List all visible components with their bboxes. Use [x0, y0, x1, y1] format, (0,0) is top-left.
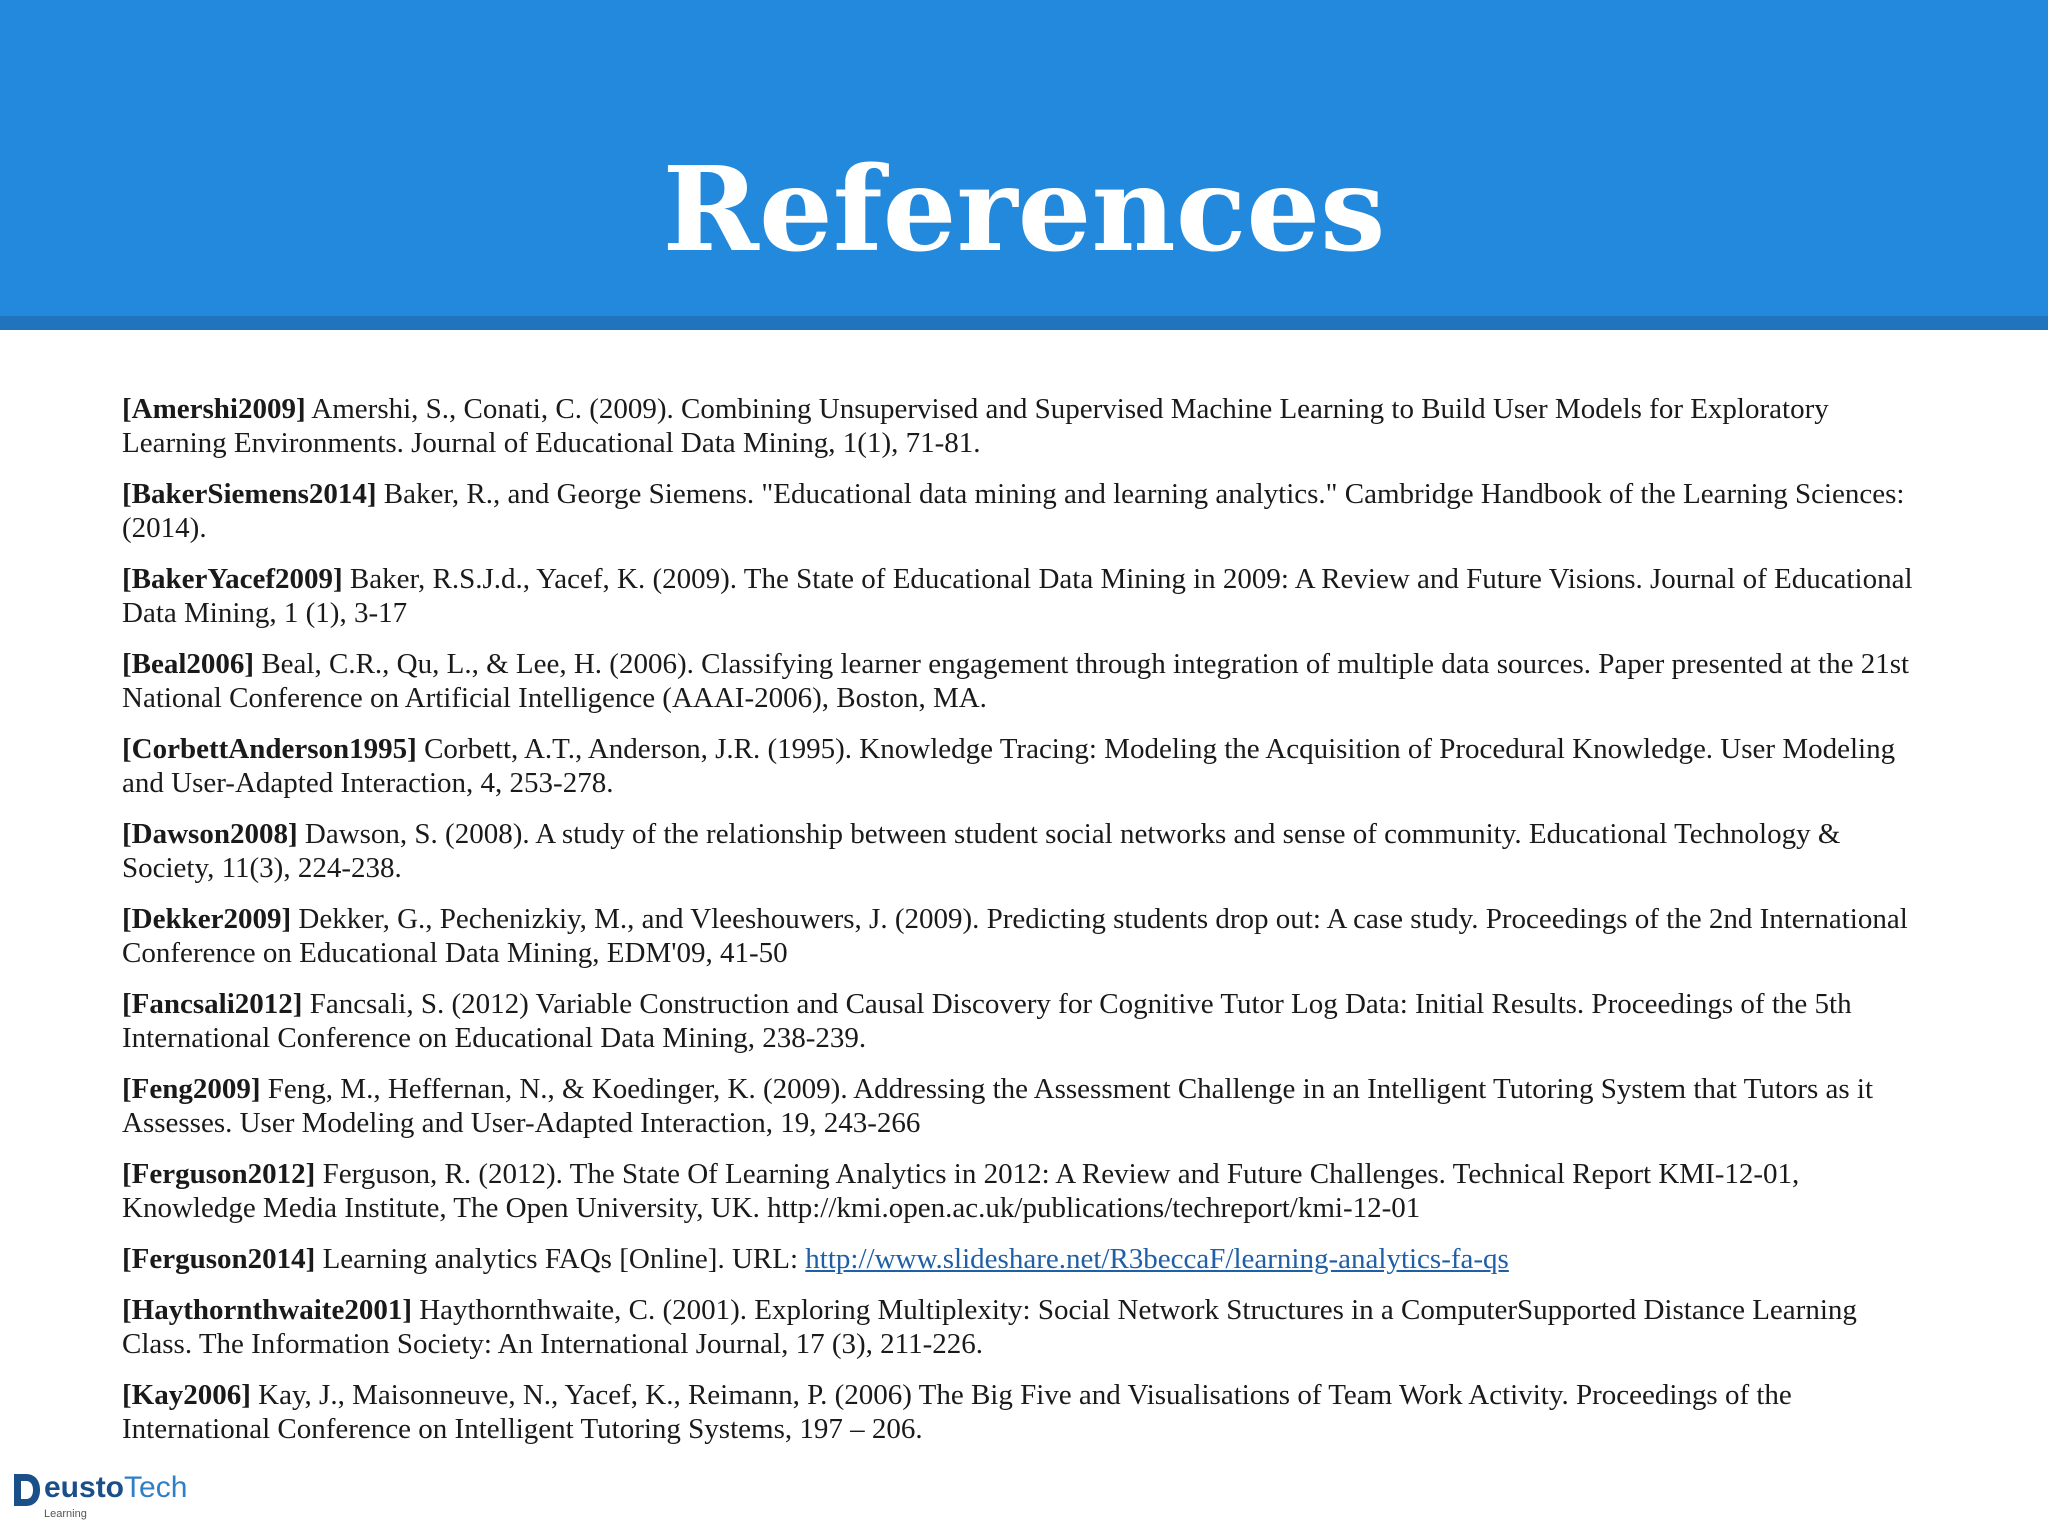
reference-key: [Feng2009]: [122, 1073, 261, 1105]
reference-key: [Fancsali2012]: [122, 988, 303, 1020]
reference-key: [Dawson2008]: [122, 818, 298, 850]
reference-item: [122, 902, 1922, 970]
logo-wordmark: [44, 1468, 187, 1508]
reference-key: [CorbettAnderson1995]: [122, 733, 417, 765]
reference-text: Baker, R., and George Siemens. "Educational data mining and learning analytics." Cambridge Handbook of the Learning Sciences: (2014).: [122, 478, 1905, 544]
reference-key: [BakerYacef2009]: [122, 563, 343, 595]
reference-text: Dawson, S. (2008). A study of the relationship between student social networks and sense of community. Educational Technology & Society, 11(3), 224-238.: [122, 818, 1841, 884]
reference-item: [122, 477, 1922, 545]
reference-item: [122, 1378, 1922, 1446]
reference-item: [122, 562, 1922, 630]
reference-link[interactable]: http://www.slideshare.net/R3beccaF/learning-analytics-fa-qs: [805, 1243, 1509, 1275]
reference-text: Learning analytics FAQs [Online]. URL:: [315, 1243, 806, 1275]
reference-text: Ferguson, R. (2012). The State Of Learning Analytics in 2012: A Review and Future Challenges. Technical Report KMI-12-01, Knowledge Media Institute, The Open University, UK. http://kmi.open.ac.uk/publications/techreport/kmi-12-01: [122, 1158, 1800, 1224]
reference-item: [122, 1157, 1922, 1225]
reference-text: Baker, R.S.J.d., Yacef, K. (2009). The State of Educational Data Mining in 2009: A Review and Future Visions. Journal of Educational Data Mining, 1 (1), 3-17: [122, 563, 1913, 629]
reference-item: [122, 1072, 1922, 1140]
logo-mark-icon: [12, 1472, 42, 1508]
reference-key: [BakerSiemens2014]: [122, 478, 377, 510]
reference-text: Corbett, A.T., Anderson, J.R. (1995). Knowledge Tracing: Modeling the Acquisition of Procedural Knowledge. User Modeling and User-Adapted Interaction, 4, 253-278.: [122, 733, 1896, 799]
reference-item: [122, 647, 1922, 715]
reference-key: [Ferguson2014]: [122, 1243, 316, 1275]
reference-item: [122, 987, 1922, 1055]
reference-text: Haythornthwaite, C. (2001). Exploring Multiplexity: Social Network Structures in a ComputerSupported Distance Learning Class. The Information Society: An International Journal, 17 (3), 211-226.: [122, 1294, 1857, 1360]
reference-text: Amershi, S., Conati, C. (2009). Combining Unsupervised and Supervised Machine Learning to Build User Models for Exploratory Learning Environments. Journal of Educational Data Mining, 1(1), 71-81.: [122, 393, 1829, 459]
reference-key: [Haythornthwaite2001]: [122, 1294, 412, 1326]
reference-text: Dekker, G., Pechenizkiy, M., and Vleeshouwers, J. (2009). Predicting students drop out: A case study. Proceedings of the 2nd International Conference on Educational Data Mining, EDM'09, 41-50: [122, 903, 1908, 969]
reference-item: [122, 1293, 1922, 1361]
reference-item: [122, 1242, 1922, 1276]
logo-text-part1: eusto: [44, 1471, 125, 1504]
reference-item: [122, 392, 1922, 460]
reference-item: [122, 817, 1922, 885]
deustotech-logo: [12, 1468, 212, 1524]
reference-text: Kay, J., Maisonneuve, N., Yacef, K., Reimann, P. (2006) The Big Five and Visualisations of Team Work Activity. Proceedings of the International Conference on Intelligent Tutoring Systems, 197 – 206.: [122, 1379, 1792, 1445]
reference-item: [122, 732, 1922, 800]
reference-text: Feng, M., Heffernan, N., & Koedinger, K. (2009). Addressing the Assessment Challenge in an Intelligent Tutoring System that Tutors as it Assesses. User Modeling and User-Adapted Interaction, 19, 243-266: [122, 1073, 1874, 1139]
reference-text: Beal, C.R., Qu, L., & Lee, H. (2006). Classifying learner engagement through integration of multiple data sources. Paper presented at the 21st National Conference on Artificial Intelligence (AAAI-2006), Boston, MA.: [122, 648, 1910, 714]
logo-text-part2: Tech: [124, 1471, 188, 1504]
reference-key: [Dekker2009]: [122, 903, 292, 935]
reference-key: [Ferguson2012]: [122, 1158, 316, 1190]
reference-key: [Beal2006]: [122, 648, 255, 680]
slide-title: References: [662, 142, 1386, 278]
logo-subtitle: Learning: [44, 1508, 87, 1520]
reference-text: Fancsali, S. (2012) Variable Construction and Causal Discovery for Cognitive Tutor Log Data: Initial Results. Proceedings of the 5th International Conference on Educational Data Mining, 238-239.: [122, 988, 1852, 1054]
reference-list: [122, 392, 1922, 1463]
reference-key: [Kay2006]: [122, 1379, 251, 1411]
reference-key: [Amershi2009]: [122, 393, 306, 425]
title-bar: [0, 0, 2048, 330]
